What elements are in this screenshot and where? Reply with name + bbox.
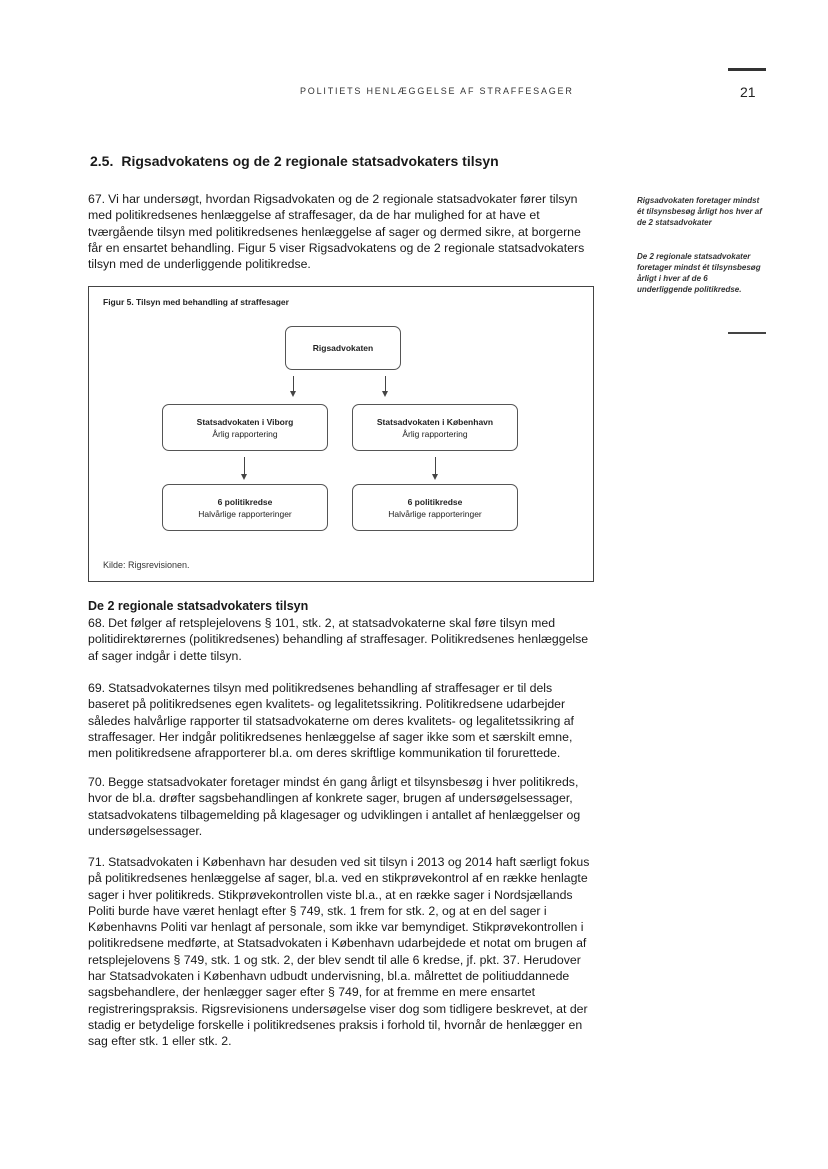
running-header: POLITIETS HENLÆGGELSE AF STRAFFESAGER (300, 86, 574, 96)
paragraph-text: Statsadvokaten i København har desuden ved sit tilsyn i 2013 og 2014 haft særligt fokus på politikredsenes henlæggelse af sager, bl.a. ved en stikprøvekontrol af en række henlagte sager i hver politikreds. Stikprøvekontrollen viste bl.a., at en række sager i Nordsjællands Politi burde have været henlagt efter § 749, stk. 1 frem for stk. 2, og at en del sager i Københavns Politi var henlagt af personale, som ikke var bemyndiget. Stikprøvekontrollen i politikredsene medførte, at Statsadvokaten i København udarbejdede et notat om brugen af retsplejelovens § 749, stk. 1 og stk. 2, der blev sendt til alle 6 kredse, jf. pkt. 37. Herudover har Statsadvokaten i København udbudt undervisning, bl.a. målrettet de politiuddannede sagsbehandlere, der henlægger sager efter § 749, for at fremme en mere ensartet registreringspraksis. Rigsrevisionens undersøgelse viser dog som tidligere beskrevet, at der stadig er betydelige forskelle i politikredsenes praksis i forhold til, hvornår de henlægger en sag efter stk. 1 eller stk. 2. (88, 855, 590, 1049)
arrow-line-left-lower (244, 457, 245, 475)
paragraph-71 (88, 854, 594, 1050)
node-title: 6 politikredse (217, 496, 273, 507)
page-number: 21 (740, 84, 756, 100)
paragraph-number: 70. (88, 775, 106, 789)
node-politikredse-right (352, 484, 518, 531)
paragraph-69 (88, 680, 594, 761)
arrow-line-right (385, 376, 386, 392)
paragraph-text: Vi har undersøgt, hvordan Rigsadvokaten og de 2 regionale statsadvokater fører tilsyn med politikredsenes henlæggelse af straffesager, da de har mulighed for at have et tværgående tilsyn med politikredsenes henlæggelse af sager og dermed sikre, at borgerne får en ensartet behandling. Figur 5 viser Rigsadvokatens og de 2 regionale statsadvokaters tilsyn med de underliggende politikredse. (88, 192, 585, 272)
paragraph-70 (88, 774, 594, 839)
node-subtitle: Årlig rapportering (212, 428, 278, 439)
sidenote-statsadvokater: De 2 regionale statsadvokater foretager mindst ét tilsynsbesøg årligt i hver af de 6 underliggende politikredse. (637, 252, 761, 294)
sidenote-rule (728, 332, 766, 334)
node-subtitle: Halvårlige rapporteringer (198, 508, 292, 519)
figure-title: Figur 5. Tilsyn med behandling af straffesager (103, 297, 289, 307)
sidenote-rigsadvokaten: Rigsadvokaten foretager mindst ét tilsynsbesøg årligt hos hver af de 2 statsadvokater (637, 196, 762, 227)
node-subtitle: Halvårlige rapporteringer (388, 508, 482, 519)
node-rigsadvokaten (285, 326, 401, 370)
paragraph-text: Det følger af retsplejelovens § 101, stk. 2, at statsadvokaterne skal føre tilsyn med politidirektørernes (politikredsenes) behandling af straffesager. Politikredsenes henlæggelse af sager indgår i dette tilsyn. (88, 616, 589, 663)
paragraph-68 (88, 615, 594, 664)
arrow-down-icon (382, 391, 388, 397)
node-title: Statsadvokaten i Viborg (196, 416, 294, 427)
arrow-line-left (293, 376, 294, 392)
node-title: 6 politikredse (407, 496, 463, 507)
paragraph-67 (88, 191, 594, 272)
node-title: Rigsadvokaten (312, 343, 374, 353)
header-rule (728, 68, 766, 71)
node-politikredse-left (162, 484, 328, 531)
subheading: De 2 regionale statsadvokaters tilsyn (88, 599, 309, 613)
section-title: Rigsadvokatens og de 2 regionale statsadvokaters tilsyn (121, 153, 499, 169)
arrow-line-right-lower (435, 457, 436, 475)
arrow-down-icon (241, 474, 247, 480)
paragraph-text: Statsadvokaternes tilsyn med politikredsenes behandling af straffesager er til dels baseret på politikredsenes egen kvalitets- og legalitetssikring. Politikredsene udarbejder således halvårlige rapporter til statsadvokaterne om deres kvalitets- og legalitetssikring af straffesager. Her indgår politikredsenes henlæggelse af sager ikke som et særskilt emne, men politikredsene afrapporterer bl.a. om deres skriftlige kommunikation til forurettede. (88, 681, 574, 761)
paragraph-number: 71. (88, 855, 106, 869)
paragraph-text: Begge statsadvokater foretager mindst én gang årligt et tilsynsbesøg i hver politikreds, hvor de bl.a. drøfter sagsbehandlingen af konkrete sager, brugen af undersøgelsessager, statsadvokatens tilbagemelding på klagesager og udviklingen i antallet af henlæggelser og undersøgelsessager. (88, 775, 581, 838)
section-heading (90, 153, 499, 169)
node-statsadvokat-koebenhavn (352, 404, 518, 451)
node-subtitle: Årlig rapportering (402, 428, 468, 439)
paragraph-number: 68. (88, 616, 106, 630)
arrow-down-icon (290, 391, 296, 397)
node-title: Statsadvokaten i København (376, 416, 494, 427)
figure-source: Kilde: Rigsrevisionen. (103, 560, 190, 570)
section-number: 2.5. (90, 153, 114, 169)
arrow-down-icon (432, 474, 438, 480)
node-statsadvokat-viborg (162, 404, 328, 451)
paragraph-number: 67. (88, 192, 106, 206)
paragraph-number: 69. (88, 681, 106, 695)
